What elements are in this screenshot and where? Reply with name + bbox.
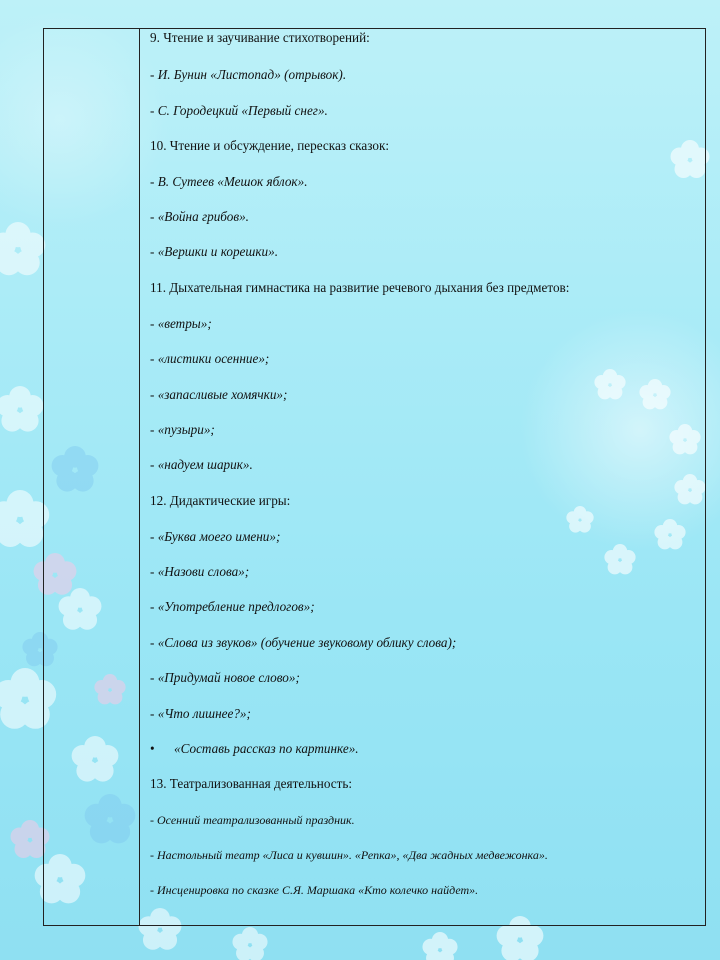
list-item: - «запасливые хомячки»; — [150, 387, 288, 402]
list-item: «Составь рассказ по картинке». — [174, 741, 359, 756]
list-item: - С. Городецкий «Первый снег». — [150, 103, 328, 118]
list-item: - «Что лишнее?»; — [150, 706, 251, 721]
list-item: - «Придумай новое слово»; — [150, 670, 300, 685]
table-frame — [43, 28, 706, 926]
list-item: - «пузыри»; — [150, 422, 215, 437]
list-item: - И. Бунин «Листопад» (отрывок). — [150, 67, 347, 82]
bullet-icon: • — [150, 741, 155, 756]
list-item: - «Слова из звуков» (обучение звуковому облику слова); — [150, 635, 457, 650]
column-divider — [139, 29, 140, 925]
section-heading-11: 11. Дыхательная гимнастика на развитие речевого дыхания без предметов: — [150, 280, 570, 295]
list-item: - Осенний театрализованный праздник. — [150, 813, 355, 827]
list-item: - «Употребление предлогов»; — [150, 599, 315, 614]
list-item: - «Война грибов». — [150, 209, 249, 224]
list-item: - «Буква моего имени»; — [150, 529, 281, 544]
section-heading-13: 13. Театрализованная деятельность: — [150, 776, 353, 791]
section-heading-12: 12. Дидактические игры: — [150, 493, 291, 508]
list-item: - Инсценировка по сказке С.Я. Маршака «Кто колечко найдет». — [150, 883, 479, 897]
section-heading-10: 10. Чтение и обсуждение, пересказ сказок: — [150, 138, 390, 153]
list-item: - «листики осенние»; — [150, 351, 270, 366]
list-item: - В. Сутеев «Мешок яблок». — [150, 174, 308, 189]
list-item: - «Назови слова»; — [150, 564, 250, 579]
list-item: - «надуем шарик». — [150, 457, 253, 472]
list-item: - «ветры»; — [150, 316, 212, 331]
list-item: - Настольный театр «Лиса и кувшин». «Репка», «Два жадных медвежонка». — [150, 848, 548, 862]
section-heading-9: 9. Чтение и заучивание стихотворений: — [150, 30, 370, 45]
list-item: - «Вершки и корешки». — [150, 244, 279, 259]
